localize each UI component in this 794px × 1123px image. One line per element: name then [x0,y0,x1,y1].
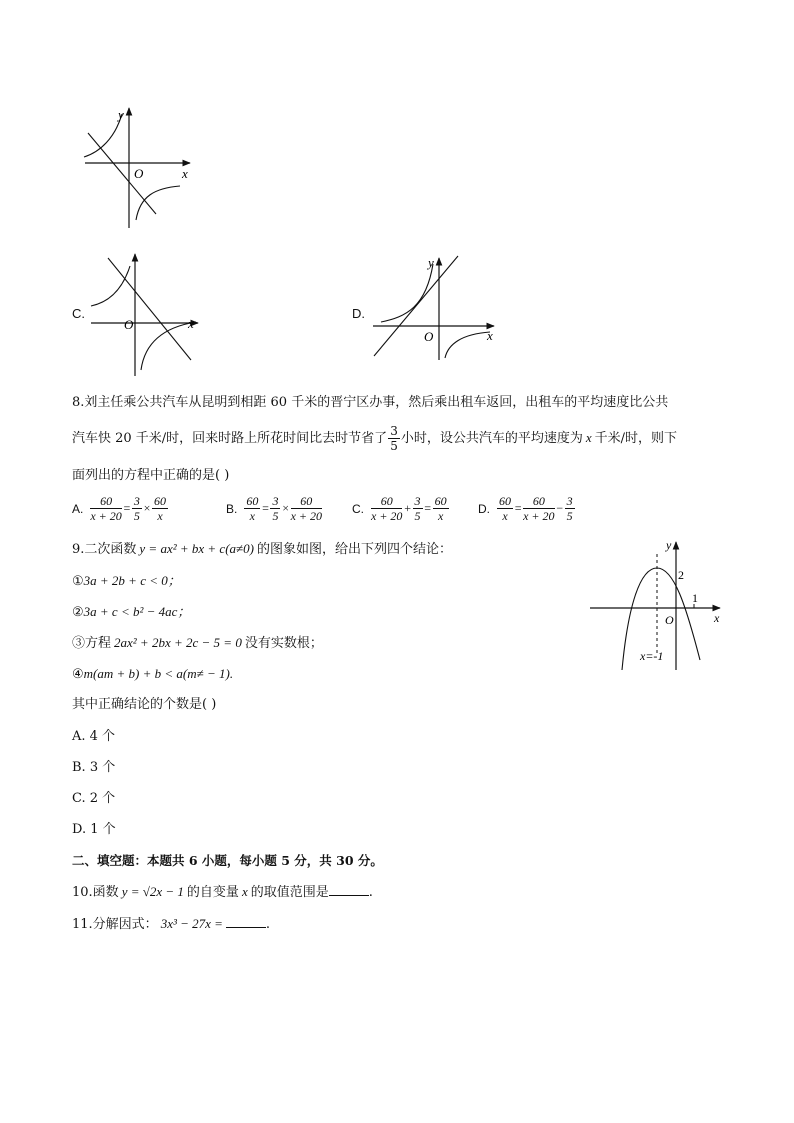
operator: = [261,501,270,515]
graph-option-c [88,248,208,378]
conclusion-text: 没有实数根； [244,636,323,651]
linear-line [88,133,156,214]
q8-var-x: x [585,430,592,445]
option-letter: D. [478,501,490,516]
option-d-label: D. [352,306,365,321]
option-c-label: C. [72,306,85,321]
numerator: 60 [291,494,322,509]
answer-blank[interactable] [329,883,369,896]
q10-text: 10.函数 [72,885,119,900]
q10-text: 的取值范围是 [250,885,329,900]
conclusion-number: ② [72,605,84,620]
numerator: 60 [90,494,121,509]
q10 [72,882,373,903]
linear-line [374,256,458,356]
origin-label: O [424,329,434,344]
denominator: x [249,509,255,523]
conclusion-math: 3a + 2b + c < 0； [83,573,181,588]
q8-option-d[interactable] [478,494,576,523]
operator: × [281,501,290,515]
q8-line-3: 面列出的方程中正确的是( ) [72,468,230,483]
denominator: 5 [566,509,573,523]
q9-question: 其中正确结论的个数是( ) [72,697,217,712]
conclusion-math: 2ax² + 2bx + 2c − 5 = 0 [114,635,242,650]
q10-var: x [241,884,248,899]
q11-end: . [265,917,271,932]
operator: − [555,501,564,515]
denominator: 5 [272,509,279,523]
operator: + [403,501,412,515]
q8-line-2-text: 汽车快 20 千米/时，回来时路上所花时间比去时节省了 [72,431,388,446]
denominator: 5 [133,509,140,523]
numerator: 60 [434,494,447,508]
q9-option-c[interactable]: C. 2 个 [72,791,116,806]
q8-fraction [388,424,400,453]
conclusion-math: m(am + b) + b < a(m≠ − 1). [83,666,234,681]
y-label: y [666,538,672,552]
numerator: 60 [499,494,511,508]
hyperbola-branch [91,266,130,306]
operator: = [514,501,523,515]
q8-frac-den: 5 [390,439,398,453]
q8-line-2-text: 小时，设公共汽车的平均速度为 [400,431,583,446]
y-label: y [428,255,434,270]
q11-text: 11.分解因式： [72,917,158,932]
denominator: x + 20 [90,509,122,523]
linear-line [108,258,191,360]
x-label: x [714,611,720,625]
x-label: x [188,316,194,331]
denominator: x [437,509,444,523]
q8-frac-num: 3 [390,424,398,438]
q9-intro [72,539,452,560]
denominator: x + 20 [290,509,322,523]
option-letter: A. [72,501,84,516]
q10-text: 的自变量 [186,885,239,900]
denominator: x [502,509,508,523]
x-label: x [487,328,493,343]
x-one-label: 1 [692,591,698,605]
q9-option-a[interactable]: A. 4 个 [72,729,116,744]
q10-end: . [368,885,373,900]
q9-option-b[interactable]: B. 3 个 [72,760,116,775]
q8-option-c[interactable] [352,494,450,523]
denominator: x + 20 [523,509,555,523]
q11 [72,914,270,935]
numerator: 3 [566,494,573,508]
numerator: 60 [523,494,554,509]
hyperbola-branch [381,264,433,322]
operator: = [122,501,131,515]
q9-option-d[interactable]: D. 1 个 [72,822,116,837]
q9-conclusion-2 [72,602,190,623]
section-heading: 二、填空题：本题共 6 小题，每小题 5 分，共 30 分。 [72,853,383,868]
answer-blank[interactable] [226,915,266,928]
graph-option-b [70,100,200,230]
numerator: 3 [414,494,421,508]
numerator: 60 [371,494,402,509]
conclusion-math: 3a + c < b² − 4ac； [83,604,191,619]
q9-intro-text: 9.二次函数 [72,542,137,557]
y-intercept-label: 2 [678,568,684,582]
graph-option-d [368,252,503,362]
q9-conclusion-4 [72,664,233,685]
denominator: x [157,509,163,523]
q8-option-b[interactable] [226,494,323,523]
conclusion-number: ③方程 [72,636,112,651]
y-label: y [118,107,124,122]
q9-conclusion-1 [72,571,181,592]
q9-intro-text: 的图象如图，给出下列四个结论： [257,542,453,557]
q11-expression: 3x³ − 27x = [160,916,223,931]
denominator: x + 20 [371,509,403,523]
origin-label: O [665,613,674,627]
q8-option-a[interactable] [72,494,169,523]
origin-label: O [124,317,134,332]
denominator: 5 [414,509,421,523]
q8-line-2-text: 千米/时，则下 [594,431,678,446]
numerator: 60 [154,494,166,508]
q10-function: y = √2x − 1 [121,884,184,899]
q9-parabola-graph [588,536,728,672]
q8-line-2 [72,424,677,453]
x-label: x [182,166,188,181]
hyperbola-branch [445,332,490,358]
conclusion-number: ④ [72,667,84,682]
q8-line-1: 8.刘主任乘公共汽车从昆明到相距 60 千米的晋宁区办事，然后乘出租车返回，出租车的平均速度比公共 [72,395,669,410]
origin-label: O [134,166,144,181]
axis-of-symmetry-label: x=-1 [640,649,664,663]
operator: × [142,501,151,515]
option-letter: B. [226,501,238,516]
numerator: 3 [272,494,279,508]
numerator: 60 [246,494,259,508]
conclusion-number: ① [72,574,84,589]
numerator: 3 [133,494,140,508]
hyperbola-branch [136,186,180,220]
q9-function: y = ax² + bx + c(a≠0) [139,541,254,556]
q9-conclusion-3 [72,633,323,654]
operator: = [423,501,432,515]
option-letter: C. [352,501,364,516]
